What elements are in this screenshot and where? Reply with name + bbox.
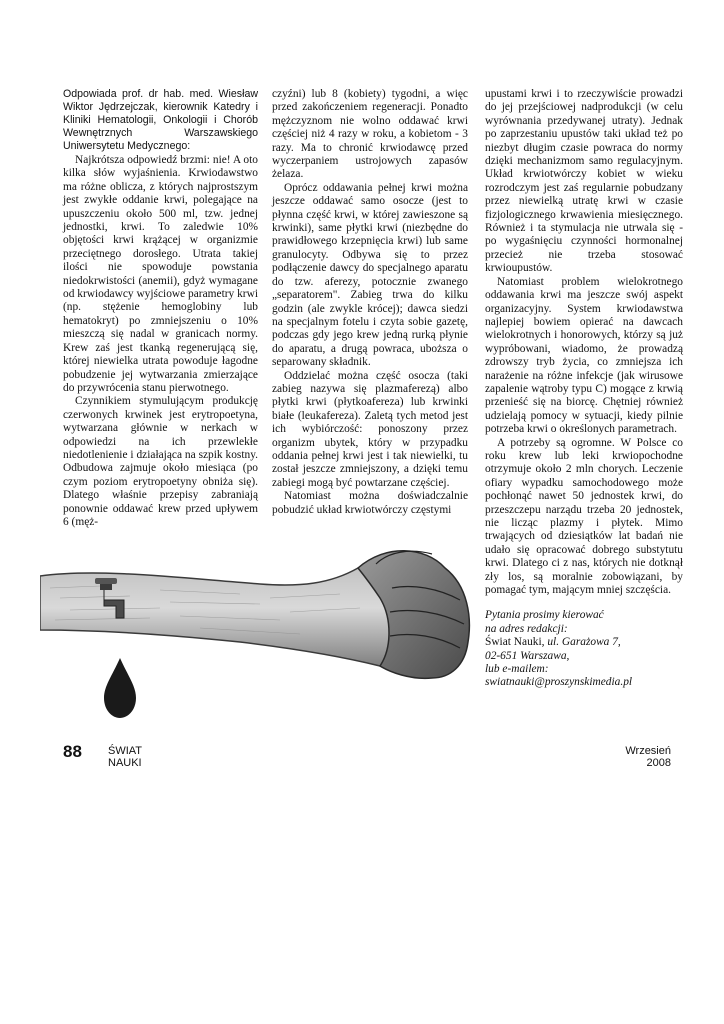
paragraph: czyźni) lub 8 (kobiety) tygodni, a więc przed zakończeniem regeneracji. Ponadto mężczyznom nie wolno oddawać krwi częściej niż 4 razy w roku, a kobietom - 3 razy. Ma to chronić krwiodawcę przed wyczerpaniem ustrojowych zapasów żelaza.	[272, 88, 468, 181]
paragraph: Czynnikiem stymulującym produkcję czerwonych krwinek jest erytropoetyna, wytwarzana głównie w nerkach w odpowiedzi na ich przewlekłe niedotlenienie i działająca na szpik kostny. Odbudowa zajmuje około miesiąca (po czym poziom erytropoetyny obniża się). Dlatego właśnie przepisy zabraniają ponownie oddawać krew przed upływem 6 (męż-	[63, 395, 258, 528]
paragraph: Natomiast problem wielokrotnego oddawania krwi ma jeszcze swój aspekt organizacyjny. System krwiodawstwa najlepiej bowiem opierać na dawcach wielokrotnych i honorowych, którzy są już wypróbowani, wiadomo, że prowadzą zdrowszy tryb życia, co zmniejsza ich narażenie na różne infekcje (jak wirusowe zapalenie wątroby typu C) mogące z krwią przenieść się na biorcę. Chętniej również udzielają pomocy w sytuacji, kiedy pilnie potrzeba krwi o określonych parametrach.	[485, 275, 683, 436]
contact-line: Pytania prosimy kierować	[485, 609, 604, 622]
magazine-name: Świat Nauki	[485, 636, 542, 649]
issue-year: 2008	[646, 757, 671, 769]
column-3	[485, 88, 683, 690]
contact-line: na adres redakcji:	[485, 622, 568, 635]
paragraph: Natomiast można doświadczalnie pobudzić układ krwiotwórczy częstymi	[272, 490, 468, 516]
column-1	[63, 88, 258, 529]
arm-with-tap-illustration	[40, 538, 480, 728]
paragraph: A potrzeby są ogromne. W Polsce co roku krew lub leki krwiopochodne otrzymuje około 2 mln chorych. Leczenie ofiary wypadku samochodowego może pochłonąć nawet 50 jednostek krwi, do przeszczepu narządu trzeba 20 jednostek, nie licząc plazmy i płytek. Mimo trwających od dziesiątków lat badań nie udało się opracować dobrego substytutu krwi. Dlatego ci z nas, których nie dotknął zły los, są moralnie zobowiązani, by pomagać tym, mającym mniej szczęścia.	[485, 436, 683, 597]
page-number: 88	[63, 742, 82, 761]
issue-month: Wrzesień	[625, 745, 671, 757]
street-address: , ul. Garażowa 7,	[541, 636, 621, 649]
magazine-name-footer	[108, 745, 142, 769]
column-2	[272, 88, 468, 517]
blood-drop-icon	[104, 658, 136, 718]
magazine-line: ŚWIAT	[108, 745, 143, 757]
paragraph: upustami krwi i to rzeczywiście prowadzi do jej przejściowej nadprodukcji (w celu wyrównania przedywanej utraty). Jednak po zaprzestaniu upustów taki układ też po niezbyt długim czasie powraca do normy dzięki mechanizmom samo regulacyjnym. Układ krwiotwórczy kobiet w wieku rozrodczym jest zaś regularnie pobudzany przez niewielką utratę krwi w czasie fizjologicznego krwawienia miesięcznego. Również i ta stymulacja nie utrwala się - po wygaśnięciu czynności hormonalnej przecież nie trzeba stosować krwioupustów.	[485, 88, 683, 275]
answer-attribution: Odpowiada prof. dr hab. med. Wiesław Wiktor Jędrzejczak, kierownik Katedry i Kliniki Hematologii, Onkologii i Chorób Wewnętrznych Warszawskiego Uniwersytetu Medycznego:	[63, 88, 258, 152]
contact-line: lub e-mailem:	[485, 663, 549, 676]
issue-date	[625, 745, 671, 769]
paragraph: Oprócz oddawania pełnej krwi można jeszcze oddawać samo osocze (jest to płynna część krwi, w której zawieszone są krwinki), same płytki krwi (niezbędne do prawidłowego krzepnięcia krwi) lub same granulocyty. Odbywa się to przez podłączenie dawcy do specjalnego aparatu do tzw. aferezy, potocznie zwanego „separatorem". Zabieg trwa do kilku godzin (ale zwykle krócej); dawca siedzi na specjalnym fotelu i czyta sobie gazetę, podczas gdy jego krew jedną rurką płynie do aparatu, a drugą powraca, uboższa o separowany składnik.	[272, 181, 468, 369]
contact-info	[485, 609, 683, 689]
paragraph: Najkrótsza odpowiedź brzmi: nie! A oto kilka słów wyjaśnienia. Krwiodawstwo ma różne oblicza, z których najprostszym jest zwykłe oddanie krwi, polegające na upuszczeniu około 500 ml, tzw. jednej jednostki, krwi. To zaledwie 10% objętości krwi krążącej w organizmie przeciętnego dorosłego. Utrata takiej ilości nie spowoduje powstania niedokrwistości (anemii), gdyż wymagane od krwiodawcy wyjściowe parametry krwi (np. stężenie hemoglobiny lub hematokryt) po zmniejszeniu o 10% mieszczą się nadal w granicach normy. Krew zaś jest tkanką regenerującą się, której niewielka utrata powoduje łagodne pobudzenie jej wytwarzania zmierzające do przywrócenia stanu pierwotnego.	[63, 154, 258, 394]
contact-line: 02-651 Warszawa,	[485, 649, 570, 662]
paragraph: Oddzielać można część osocza (taki zabieg nazywa się plazmaferezą) albo płytki krwi (płytkoafereza) lub krwinki białe (leukafereza). Zaletą tych metod jest ich wybiórczość: ponoszony przez organizm ubytek, który w przypadku oddania pełnej krwi jest i tak niewielki, tu został jeszcze zmniejszony, a dzięki temu zabiegi mogą być powtarzane częściej.	[272, 369, 468, 489]
contact-line	[485, 636, 683, 649]
magazine-line: NAUKI	[108, 757, 142, 769]
email-address: swiatnauki@proszynskimedia.pl	[485, 676, 633, 689]
